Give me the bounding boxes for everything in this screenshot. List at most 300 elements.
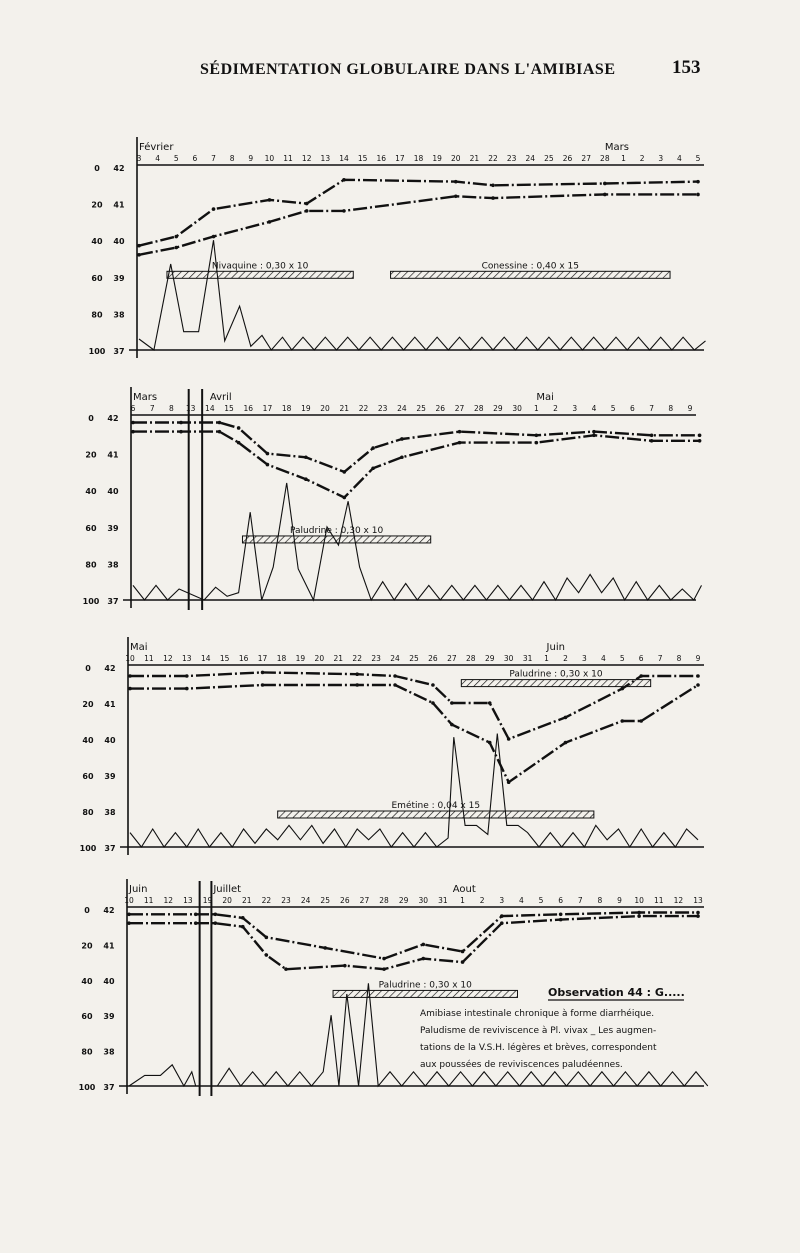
series-point xyxy=(284,967,288,971)
running-title: SÉDIMENTATION GLOBULAIRE DANS L'AMIBIASE xyxy=(200,61,616,78)
x-tick-label: 21 xyxy=(469,154,480,163)
x-tick-label: 9 xyxy=(687,404,693,413)
x-tick-label: 28 xyxy=(473,404,484,413)
series-point xyxy=(304,477,308,481)
x-tick-label: 1 xyxy=(460,896,465,905)
x-tick-label: 30 xyxy=(512,404,522,413)
observation-note: Amibiase intestinale chronique à forme diarrhéique. xyxy=(420,1009,655,1019)
x-tick-label: 21 xyxy=(333,654,344,663)
y-tick-label-right: 41 xyxy=(113,200,125,210)
treatment-label: Paludrine : 0,30 x 10 xyxy=(509,669,603,680)
x-tick-label: 20 xyxy=(320,404,330,413)
month-label: Mai xyxy=(536,392,554,403)
y-tick-label-right: 40 xyxy=(107,487,119,497)
month-label: Mars xyxy=(604,142,629,153)
x-tick-label: 8 xyxy=(668,404,674,413)
x-tick-label: 3 xyxy=(572,404,578,413)
series-point xyxy=(342,178,346,182)
series-point xyxy=(450,723,454,727)
month-label: Juillet xyxy=(213,884,242,895)
treatment-label: Conessine : 0,40 x 15 xyxy=(481,261,580,272)
y-tick-label-left: 80 xyxy=(81,1047,93,1057)
treatment-label: Paludrine : 0,30 x 10 xyxy=(378,980,472,991)
y-tick-label-left: 100 xyxy=(79,844,97,853)
x-tick-label: 20 xyxy=(450,154,461,163)
x-tick-label: 8 xyxy=(169,404,174,413)
x-tick-label: 15 xyxy=(219,654,230,663)
series-point xyxy=(305,202,309,206)
series-point xyxy=(559,913,563,917)
x-tick-label: 26 xyxy=(340,896,350,905)
chart-panel-2 xyxy=(83,387,702,610)
series-point xyxy=(393,683,397,687)
sedimentation-series-line xyxy=(129,913,698,959)
x-tick-label: 4 xyxy=(676,154,682,163)
x-tick-label: 27 xyxy=(454,404,465,413)
x-tick-label: 5 xyxy=(695,154,701,163)
x-tick-label: 19 xyxy=(432,154,442,163)
treatment-bar xyxy=(391,271,671,278)
month-label: Février xyxy=(139,142,174,153)
x-tick-label: 31 xyxy=(438,896,448,905)
y-tick-label-right: 39 xyxy=(113,273,125,283)
series-point xyxy=(128,674,132,678)
series-point xyxy=(174,246,178,250)
y-tick-label-left: 20 xyxy=(81,941,93,951)
series-point xyxy=(431,701,435,705)
x-tick-label: 7 xyxy=(649,404,654,413)
x-tick-label: 13 xyxy=(183,896,193,905)
observation-note: Paludisme de reviviscence à Pl. vivax _ Les augmen- xyxy=(420,1026,657,1036)
observation-note: Observation 44 : G..... xyxy=(548,986,685,999)
y-tick-label-left: 20 xyxy=(91,200,103,210)
x-tick-label: 4 xyxy=(155,154,161,163)
x-tick-label: 16 xyxy=(376,154,387,163)
series-point xyxy=(592,434,596,438)
x-tick-label: 13 xyxy=(185,404,196,413)
series-point xyxy=(603,193,607,197)
y-tick-label-left: 40 xyxy=(85,487,97,497)
y-tick-label-left: 100 xyxy=(82,597,100,606)
sedimentation-series-line xyxy=(139,194,698,254)
y-tick-label-right: 40 xyxy=(104,736,116,745)
x-tick-label: 22 xyxy=(352,654,362,663)
y-tick-label-right: 40 xyxy=(103,976,115,986)
x-tick-label: 23 xyxy=(506,154,517,163)
y-tick-label-left: 0 xyxy=(84,906,90,915)
series-point xyxy=(620,687,624,691)
series-point xyxy=(355,683,359,687)
series-point xyxy=(639,674,643,678)
series-point xyxy=(488,701,492,705)
x-tick-label: 1 xyxy=(533,404,539,413)
y-tick-label-left: 20 xyxy=(82,700,94,709)
series-point xyxy=(194,921,198,925)
x-tick-label: 4 xyxy=(519,896,524,905)
series-point xyxy=(461,950,465,954)
series-point xyxy=(637,914,641,918)
x-tick-label: 22 xyxy=(358,404,369,413)
x-tick-label: 2 xyxy=(479,896,485,905)
series-point xyxy=(185,687,189,691)
series-point xyxy=(422,957,426,961)
x-tick-label: 14 xyxy=(200,654,211,663)
x-tick-label: 10 xyxy=(634,896,644,905)
series-point xyxy=(461,960,465,964)
series-point xyxy=(450,701,454,705)
x-tick-label: 1 xyxy=(544,654,549,663)
x-tick-label: 31 xyxy=(522,654,533,663)
y-tick-label-right: 37 xyxy=(103,1083,115,1092)
series-point xyxy=(241,916,245,920)
series-point xyxy=(488,741,492,745)
x-tick-label: 12 xyxy=(163,896,174,905)
x-tick-label: 20 xyxy=(314,654,325,663)
x-tick-label: 11 xyxy=(653,896,664,905)
month-label: Mai xyxy=(130,642,148,653)
series-point xyxy=(127,913,131,917)
y-tick-label-left: 20 xyxy=(85,450,97,460)
x-tick-label: 11 xyxy=(143,896,154,905)
y-tick-label-left: 0 xyxy=(85,664,91,673)
series-point xyxy=(500,914,504,918)
x-tick-label: 28 xyxy=(379,896,389,905)
x-tick-label: 3 xyxy=(499,896,505,905)
sedimentation-series-line xyxy=(130,685,698,782)
y-tick-label-right: 38 xyxy=(104,808,116,817)
x-tick-label: 2 xyxy=(563,654,568,663)
month-label: Aout xyxy=(452,884,476,895)
series-point xyxy=(491,184,495,188)
y-tick-label-right: 41 xyxy=(107,450,119,460)
series-point xyxy=(535,441,539,445)
series-point xyxy=(268,220,272,224)
series-point xyxy=(696,914,700,918)
series-point xyxy=(382,967,386,971)
x-tick-label: 12 xyxy=(301,154,312,163)
series-point xyxy=(131,430,135,434)
x-tick-label: 17 xyxy=(262,404,273,413)
series-point xyxy=(355,672,359,676)
sedimentation-series-line xyxy=(133,423,700,472)
x-tick-label: 18 xyxy=(281,404,292,413)
series-point xyxy=(218,430,222,434)
sedimentation-series-line xyxy=(133,432,700,498)
page-number: 153 xyxy=(672,57,701,78)
x-tick-label: 20 xyxy=(222,896,232,905)
x-tick-label: 10 xyxy=(264,154,275,163)
y-tick-label-right: 41 xyxy=(104,700,116,709)
series-point xyxy=(371,446,375,450)
series-point xyxy=(214,921,218,925)
y-tick-label-right: 39 xyxy=(107,523,119,533)
x-tick-label: 21 xyxy=(339,404,350,413)
x-tick-label: 6 xyxy=(638,654,644,663)
x-tick-label: 1 xyxy=(621,154,626,163)
x-tick-label: 4 xyxy=(600,654,606,663)
x-tick-label: 10 xyxy=(125,654,135,663)
month-label: Avril xyxy=(209,392,232,403)
series-point xyxy=(603,182,607,186)
x-tick-label: 12 xyxy=(163,654,173,663)
series-point xyxy=(323,946,327,950)
y-tick-label-left: 80 xyxy=(85,560,97,570)
x-tick-label: 4 xyxy=(591,404,597,413)
series-point xyxy=(696,180,700,184)
series-point xyxy=(137,244,141,248)
x-tick-label: 23 xyxy=(371,654,381,663)
series-point xyxy=(128,687,132,691)
treatment-bar xyxy=(167,271,353,278)
y-tick-label-right: 39 xyxy=(103,1012,115,1022)
x-tick-label: 25 xyxy=(416,404,426,413)
x-tick-label: 6 xyxy=(192,154,198,163)
y-tick-label-right: 37 xyxy=(107,597,119,606)
series-point xyxy=(507,780,511,784)
series-point xyxy=(342,209,346,213)
x-tick-label: 28 xyxy=(466,654,476,663)
series-point xyxy=(592,430,596,434)
series-point xyxy=(458,430,462,434)
series-point xyxy=(382,957,386,961)
series-point xyxy=(696,683,700,687)
series-point xyxy=(131,421,135,425)
series-point xyxy=(237,426,241,430)
x-tick-label: 8 xyxy=(676,654,682,663)
series-point xyxy=(212,207,216,211)
sedimentation-series-line xyxy=(139,180,698,246)
x-tick-label: 16 xyxy=(238,654,249,663)
series-point xyxy=(174,235,178,239)
chart-panel-1 xyxy=(89,137,706,358)
x-tick-label: 19 xyxy=(295,654,306,663)
y-tick-label-right: 38 xyxy=(103,1047,115,1057)
x-tick-label: 26 xyxy=(562,154,573,163)
x-tick-label: 23 xyxy=(377,404,388,413)
series-point xyxy=(266,452,270,456)
y-tick-label-left: 80 xyxy=(82,808,94,817)
x-tick-label: 27 xyxy=(447,654,457,663)
x-tick-label: 9 xyxy=(248,154,254,163)
treatment-bar xyxy=(333,990,517,997)
series-point xyxy=(454,194,458,198)
month-label: Mars xyxy=(133,392,158,403)
series-point xyxy=(266,463,270,467)
y-tick-label-left: 80 xyxy=(91,310,103,320)
series-point xyxy=(218,421,222,425)
series-point xyxy=(491,196,495,200)
x-tick-label: 30 xyxy=(503,654,514,663)
x-tick-label: 25 xyxy=(320,896,330,905)
series-point xyxy=(696,911,700,915)
y-tick-label-right: 42 xyxy=(104,664,116,673)
y-tick-label-left: 0 xyxy=(88,414,94,423)
series-point xyxy=(458,441,462,445)
series-point xyxy=(304,455,308,459)
month-label: Juin xyxy=(546,642,565,653)
x-tick-label: 5 xyxy=(538,896,544,905)
temperature-line xyxy=(139,240,706,350)
month-label: Juin xyxy=(129,884,148,895)
y-tick-label-left: 60 xyxy=(81,1012,93,1022)
y-tick-label-right: 42 xyxy=(113,164,125,173)
observation-note: tations de la V.S.H. légères et brèves, correspondent xyxy=(420,1043,657,1053)
x-tick-label: 13 xyxy=(693,896,703,905)
x-tick-label: 29 xyxy=(493,404,503,413)
series-point xyxy=(137,253,141,257)
x-tick-label: 14 xyxy=(205,404,215,413)
series-point xyxy=(650,439,654,443)
treatment-label: Emétine : 0,04 x 15 xyxy=(391,801,481,811)
x-tick-label: 17 xyxy=(257,654,268,663)
series-point xyxy=(535,434,539,438)
y-tick-label-right: 38 xyxy=(113,310,125,320)
series-point xyxy=(127,921,131,925)
treatment-bar xyxy=(461,680,650,687)
series-point xyxy=(179,430,183,434)
x-tick-label: 19 xyxy=(301,404,311,413)
x-tick-label: 16 xyxy=(243,404,254,413)
series-point xyxy=(237,441,241,445)
y-tick-label-right: 42 xyxy=(107,414,119,423)
x-tick-label: 8 xyxy=(597,896,603,905)
x-tick-label: 11 xyxy=(144,654,154,663)
y-tick-label-right: 37 xyxy=(113,347,125,356)
series-point xyxy=(212,235,216,239)
x-tick-label: 11 xyxy=(283,154,293,163)
series-point xyxy=(400,455,404,459)
x-tick-label: 10 xyxy=(124,896,134,905)
temperature-line xyxy=(130,734,698,847)
series-point xyxy=(371,466,375,470)
chart-panel-3 xyxy=(80,637,704,855)
x-tick-label: 7 xyxy=(149,404,155,413)
x-tick-label: 9 xyxy=(617,896,622,905)
y-tick-label-right: 42 xyxy=(103,906,115,915)
treatment-label: Nivaquine : 0,30 x 10 xyxy=(211,261,309,272)
x-tick-label: 3 xyxy=(582,654,587,663)
series-point xyxy=(639,719,643,723)
series-point xyxy=(214,913,218,917)
y-tick-label-left: 0 xyxy=(94,164,100,173)
x-tick-label: 29 xyxy=(484,654,495,663)
y-tick-label-left: 100 xyxy=(88,347,106,356)
series-point xyxy=(564,716,568,720)
series-point xyxy=(559,918,563,922)
x-tick-label: 13 xyxy=(182,654,192,663)
series-point xyxy=(696,674,700,678)
series-point xyxy=(564,741,568,745)
x-tick-label: 18 xyxy=(413,154,424,163)
series-point xyxy=(261,683,265,687)
x-tick-label: 27 xyxy=(359,896,370,905)
series-point xyxy=(265,936,269,940)
x-tick-label: 6 xyxy=(629,404,635,413)
series-point xyxy=(179,421,183,425)
x-tick-label: 6 xyxy=(558,896,564,905)
x-tick-label: 12 xyxy=(673,896,684,905)
x-tick-label: 14 xyxy=(339,154,349,163)
y-tick-label-right: 39 xyxy=(104,772,116,781)
x-tick-label: 2 xyxy=(639,154,645,163)
x-tick-label: 26 xyxy=(428,654,438,663)
y-tick-label-left: 60 xyxy=(82,772,94,781)
x-tick-label: 15 xyxy=(224,404,234,413)
y-tick-label-left: 40 xyxy=(81,976,93,986)
x-tick-label: 8 xyxy=(229,154,235,163)
y-tick-label-left: 60 xyxy=(85,523,97,533)
series-point xyxy=(431,683,435,687)
series-point xyxy=(185,674,189,678)
series-point xyxy=(696,193,700,197)
x-tick-label: 6 xyxy=(130,404,136,413)
x-tick-label: 7 xyxy=(657,654,663,663)
y-tick-label-right: 37 xyxy=(104,844,116,853)
treatment-bar xyxy=(278,811,594,818)
x-tick-label: 27 xyxy=(581,154,591,163)
y-tick-label-left: 100 xyxy=(78,1083,96,1092)
series-point xyxy=(261,671,265,675)
y-tick-label-left: 40 xyxy=(91,237,103,247)
series-point xyxy=(422,943,426,947)
series-point xyxy=(268,198,272,202)
x-tick-label: 15 xyxy=(357,154,368,163)
series-point xyxy=(343,964,347,968)
x-tick-label: 5 xyxy=(173,154,179,163)
x-tick-label: 24 xyxy=(525,154,536,163)
x-tick-label: 18 xyxy=(276,654,287,663)
x-tick-label: 22 xyxy=(261,896,272,905)
treatment-label: Paludrine : 0,30 x 10 xyxy=(289,525,384,536)
series-point xyxy=(241,925,245,929)
x-tick-label: 2 xyxy=(553,404,558,413)
x-tick-label: 9 xyxy=(695,654,701,663)
x-tick-label: 21 xyxy=(241,896,252,905)
y-tick-label-right: 41 xyxy=(103,941,115,951)
series-point xyxy=(500,921,504,925)
series-point xyxy=(305,209,309,213)
series-point xyxy=(698,439,702,443)
series-point xyxy=(342,470,346,474)
series-point xyxy=(637,911,641,915)
x-tick-label: 24 xyxy=(397,404,407,413)
x-tick-label: 22 xyxy=(488,154,498,163)
observation-note: aux poussées de reviviscences paludéennes. xyxy=(420,1060,623,1070)
series-point xyxy=(507,737,511,741)
series-point xyxy=(698,434,702,438)
y-tick-label-right: 40 xyxy=(113,237,125,247)
y-tick-label-right: 38 xyxy=(107,560,119,570)
x-tick-label: 19 xyxy=(202,896,213,905)
x-tick-label: 7 xyxy=(211,154,216,163)
x-tick-label: 30 xyxy=(418,896,429,905)
series-point xyxy=(265,953,269,957)
x-tick-label: 29 xyxy=(398,896,409,905)
x-tick-label: 5 xyxy=(619,654,625,663)
y-tick-label-left: 40 xyxy=(82,736,94,745)
x-tick-label: 28 xyxy=(600,154,610,163)
x-tick-label: 3 xyxy=(136,154,142,163)
y-tick-label-left: 60 xyxy=(91,273,103,283)
series-point xyxy=(393,674,397,678)
x-tick-label: 23 xyxy=(281,896,291,905)
x-tick-label: 3 xyxy=(658,154,664,163)
x-tick-label: 24 xyxy=(300,896,311,905)
x-tick-label: 5 xyxy=(610,404,616,413)
series-point xyxy=(400,437,404,441)
x-tick-label: 25 xyxy=(409,654,419,663)
x-tick-label: 26 xyxy=(435,404,446,413)
